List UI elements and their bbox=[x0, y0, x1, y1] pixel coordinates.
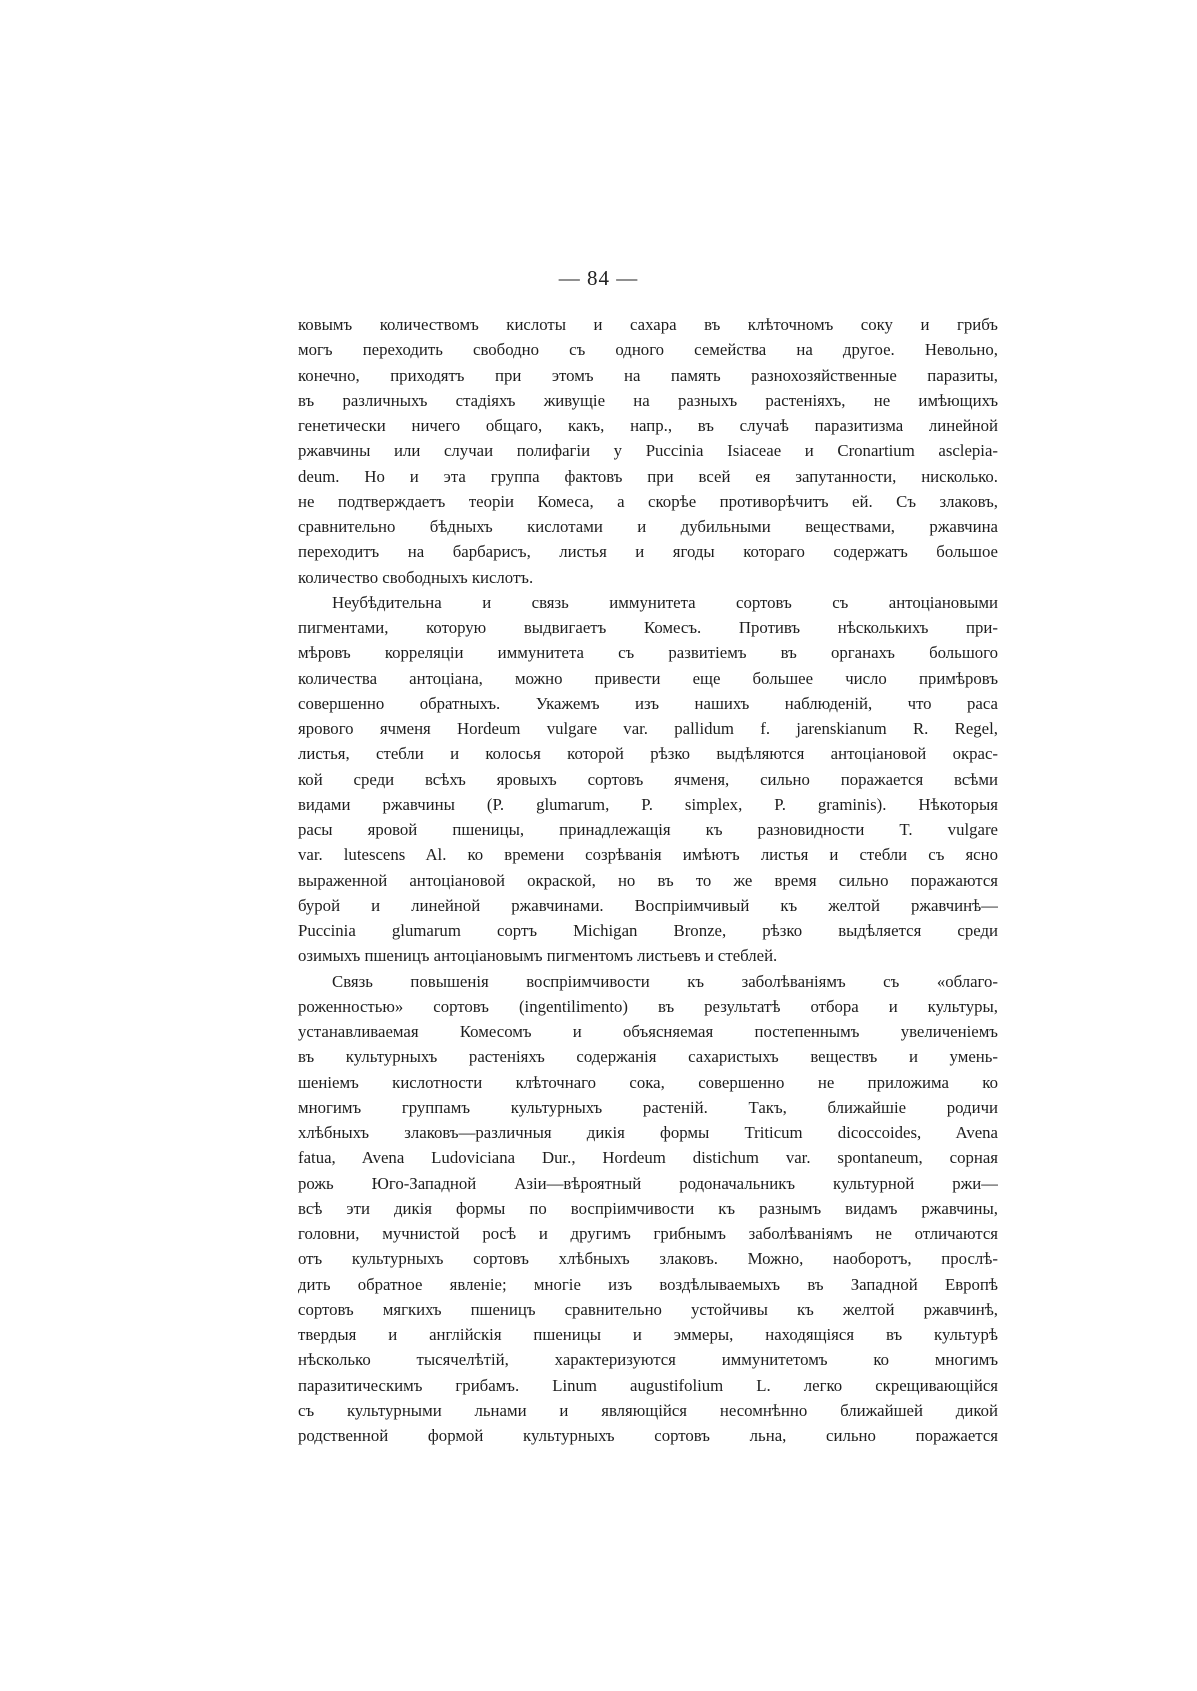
text-line: выраженной антоціановой окраской, но въ то же время сильно поражаются bbox=[298, 870, 998, 890]
text-line: пигментами, которую выдвигаетъ Комесъ. Противъ нѣсколькихъ при- bbox=[298, 618, 998, 637]
text-line: Связь повышенія воспріимчивости къ заболѣваніямъ съ «облаго- bbox=[332, 971, 998, 991]
paragraph-2 bbox=[298, 590, 998, 969]
text-line: въ культурныхъ растеніяхъ содержанія сахаристыхъ веществъ и умень- bbox=[298, 1047, 998, 1067]
text-line: расы яровой пшеницы, принадлежащія къ разновидности T. vulgare bbox=[298, 820, 998, 839]
text-line: нѣсколько тысячелѣтій, характеризуются иммунитетомъ ко многимъ bbox=[298, 1350, 998, 1370]
paragraph-3 bbox=[298, 969, 998, 1449]
text-line: могъ переходить свободно съ одного семейства на другое. Невольно, bbox=[298, 340, 998, 360]
text-line: дить обратное явленіе; многіе изъ воздѣлываемыхъ въ Западной Европѣ bbox=[298, 1274, 998, 1294]
text-line: не подтверждаетъ теоріи Комеса, а скорѣе противорѣчитъ ей. Съ злаковъ, bbox=[298, 491, 998, 511]
text-line: твердыя и англійскія пшеницы и эммеры, находящіяся въ культурѣ bbox=[298, 1325, 998, 1344]
text-line: переходитъ на барбарисъ, листья и ягоды котораго содержатъ большое bbox=[298, 542, 998, 562]
text-line: ярового ячменя Hordeum vulgare var. pallidum f. jarenskianum R. Regel, bbox=[298, 719, 998, 738]
text-line: совершенно обратныхъ. Укажемъ изъ нашихъ наблюденій, что раса bbox=[298, 693, 998, 713]
text-line: отъ культурныхъ сортовъ хлѣбныхъ злаковъ. Можно, наоборотъ, прослѣ- bbox=[298, 1249, 998, 1269]
text-line: ковымъ количествомъ кислоты и сахара въ клѣточномъ соку и грибъ bbox=[298, 315, 998, 334]
text-line: количество свободныхъ кислотъ. bbox=[298, 567, 534, 587]
text-line: всѣ эти дикія формы по воспріимчивости къ разнымъ видамъ ржавчины, bbox=[298, 1198, 998, 1218]
text-line: въ различныхъ стадіяхъ живущіе на разныхъ растеніяхъ, не имѣющихъ bbox=[298, 390, 998, 410]
text-line: озимыхъ пшеницъ антоціановымъ пигментомъ листьевъ и стеблей. bbox=[298, 946, 778, 966]
text-line: Неубѣдительна и связь иммунитета сортовъ съ антоціановыми bbox=[332, 592, 998, 612]
text-line: устанавливаемая Комесомъ и объясняемая постепеннымъ увеличеніемъ bbox=[298, 1022, 998, 1041]
text-line: родственной формой культурныхъ сортовъ льна, сильно поражается bbox=[298, 1426, 998, 1445]
text-line: ржавчины или случаи полифагіи у Puccinia Isiaceae и Cronartium asclepia- bbox=[298, 441, 998, 461]
text-line: видами ржавчины (P. glumarum, P. simplex, P. graminis). Нѣкоторыя bbox=[298, 794, 998, 814]
text-line: генетически ничего общаго, какъ, напр., въ случаѣ паразитизма линейной bbox=[298, 416, 998, 435]
text-line: листья, стебли и колосья которой рѣзко выдѣляются антоціановой окрас- bbox=[298, 744, 998, 764]
page-body bbox=[298, 312, 998, 1448]
text-line: паразитическимъ грибамъ. Linum augustifolium L. легко скрещивающійся bbox=[298, 1375, 998, 1395]
text-line: deum. Но и эта группа фактовъ при всей ея запутанности, нисколько. bbox=[298, 466, 998, 486]
paragraph-1 bbox=[298, 312, 998, 590]
text-line: роженностью» сортовъ (ingentilimento) въ результатѣ отбора и культуры, bbox=[298, 996, 998, 1016]
text-line: сравнительно бѣдныхъ кислотами и дубильными веществами, ржавчина bbox=[298, 517, 998, 536]
text-line: мѣровъ корреляціи иммунитета съ развитіемъ въ органахъ большого bbox=[298, 643, 998, 663]
text-line: конечно, приходятъ при этомъ на память разнохозяйственные паразиты, bbox=[298, 365, 998, 385]
text-line: бурой и линейной ржавчинами. Воспріимчивый къ желтой ржавчинѣ— bbox=[298, 895, 998, 915]
text-line: головни, мучнистой росѣ и другимъ грибнымъ заболѣваніямъ не отличаются bbox=[298, 1224, 998, 1243]
text-line: Puccinia glumarum сортъ Michigan Bronze, рѣзко выдѣляется среди bbox=[298, 921, 998, 940]
text-line: кой среди всѣхъ яровыхъ сортовъ ячменя, сильно поражается всѣми bbox=[298, 769, 998, 789]
text-line: шеніемъ кислотности клѣточнаго сока, совершенно не приложима ко bbox=[298, 1072, 998, 1092]
text-line: количества антоціана, можно привести еще большее число примѣровъ bbox=[298, 668, 998, 688]
text-line: fatua, Avena Ludoviciana Dur., Hordeum distichum var. spontaneum, сорная bbox=[298, 1148, 998, 1168]
text-line: многимъ группамъ культурныхъ растеній. Такъ, ближайшіе родичи bbox=[298, 1097, 998, 1117]
text-line: рожь Юго-Западной Азіи—вѣроятный родоначальникъ культурной ржи— bbox=[298, 1173, 998, 1193]
page-number: — 84 — bbox=[558, 266, 639, 290]
text-line: хлѣбныхъ злаковъ—различныя дикія формы Triticum dicoccoides, Avena bbox=[298, 1123, 998, 1142]
text-line: сортовъ мягкихъ пшеницъ сравнительно устойчивы къ желтой ржавчинѣ, bbox=[298, 1299, 998, 1319]
text-line: var. lutescens Al. ко времени созрѣванія имѣютъ листья и стебли съ ясно bbox=[298, 845, 998, 865]
text-line: съ культурными льнами и являющійся несомнѣнно ближайшей дикой bbox=[298, 1400, 998, 1420]
